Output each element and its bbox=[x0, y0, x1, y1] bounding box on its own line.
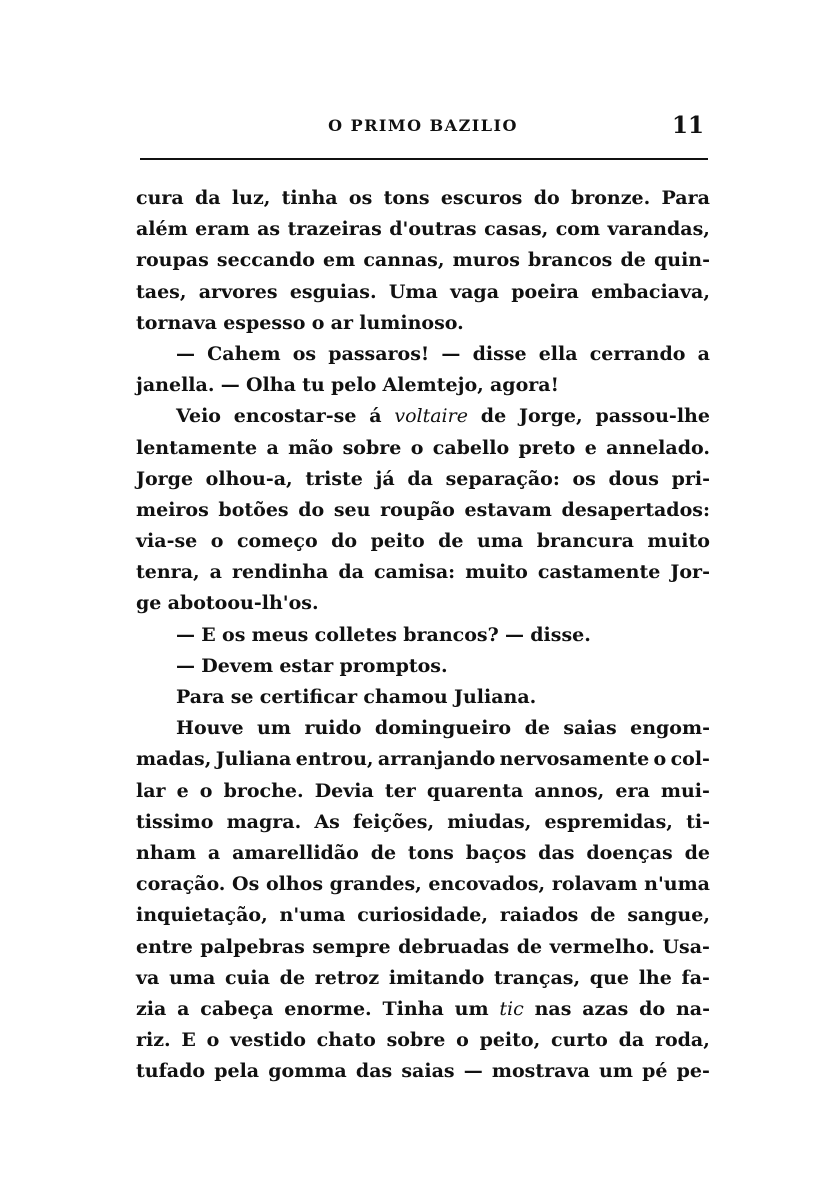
word: mostrava bbox=[491, 1060, 590, 1083]
word: ge bbox=[136, 592, 162, 615]
word: engom- bbox=[630, 717, 710, 740]
word: zia bbox=[136, 997, 167, 1020]
word: estavam bbox=[464, 498, 552, 521]
word: luz, bbox=[231, 187, 271, 209]
word: enorme. bbox=[284, 997, 372, 1020]
word: rolavam bbox=[551, 873, 638, 896]
text-line bbox=[136, 963, 710, 994]
word: separação: bbox=[445, 467, 560, 490]
word: se bbox=[230, 686, 254, 708]
word: sobre bbox=[342, 436, 402, 459]
text-line bbox=[136, 277, 710, 308]
word: tranças, bbox=[493, 966, 581, 989]
word: e bbox=[176, 779, 189, 802]
word: cannas, bbox=[363, 249, 445, 272]
word: Os bbox=[232, 873, 260, 896]
word: um bbox=[599, 1060, 633, 1083]
word: Alemtejo, bbox=[382, 374, 484, 397]
word: tornava bbox=[136, 311, 217, 334]
page-number: 11 bbox=[671, 112, 704, 139]
word: lar bbox=[136, 779, 166, 802]
word: lhe bbox=[638, 966, 672, 989]
word: de bbox=[524, 717, 550, 740]
word: curiosidade, bbox=[357, 904, 488, 927]
text-line bbox=[136, 1056, 710, 1087]
text-line bbox=[136, 557, 710, 588]
word: As bbox=[314, 810, 340, 833]
word: nervosamente bbox=[499, 748, 650, 771]
word: trazeiras bbox=[287, 218, 382, 241]
body-text bbox=[136, 183, 710, 1087]
word: saias bbox=[563, 717, 617, 740]
word: — bbox=[463, 1060, 483, 1083]
word: amarellidão bbox=[232, 841, 359, 864]
word: Tinha bbox=[382, 997, 444, 1020]
word: domingueiro bbox=[374, 717, 512, 740]
word: de bbox=[590, 904, 616, 927]
word: brancos? bbox=[403, 623, 499, 646]
text-line bbox=[136, 401, 710, 432]
word: a bbox=[177, 997, 190, 1020]
word: com bbox=[555, 218, 601, 241]
word: — bbox=[441, 342, 461, 365]
word: — bbox=[176, 623, 195, 646]
word: palpebras bbox=[200, 935, 305, 958]
word: saias bbox=[401, 1060, 455, 1083]
word: varandas, bbox=[607, 218, 710, 241]
word: janella. bbox=[136, 374, 215, 397]
word: olhos bbox=[265, 873, 324, 896]
word: esguias. bbox=[289, 280, 377, 303]
word: curto bbox=[550, 1029, 608, 1052]
word: disse. bbox=[530, 623, 591, 646]
word: das bbox=[538, 841, 575, 864]
word: peito bbox=[370, 530, 425, 553]
word: da bbox=[195, 187, 221, 209]
word: o bbox=[653, 748, 667, 771]
word: casas, bbox=[484, 218, 549, 241]
word: rendinha bbox=[231, 561, 329, 584]
word: ruido bbox=[304, 717, 362, 740]
word: nham bbox=[136, 841, 197, 864]
text-line bbox=[136, 838, 710, 869]
word: começo bbox=[236, 530, 318, 553]
text-line bbox=[136, 776, 710, 807]
word: pé bbox=[642, 1060, 668, 1083]
word: gomma bbox=[268, 1060, 347, 1083]
word: arranjando bbox=[377, 748, 496, 771]
word: disse bbox=[472, 342, 527, 365]
word: taes, bbox=[136, 280, 187, 303]
word: brancos bbox=[528, 249, 613, 272]
text-line bbox=[136, 526, 710, 557]
word: seu bbox=[333, 498, 371, 521]
word: o bbox=[410, 436, 424, 459]
word: muros bbox=[452, 249, 520, 272]
word: — bbox=[220, 374, 240, 397]
word: roda, bbox=[654, 1029, 710, 1052]
word: Jorge, bbox=[518, 405, 583, 428]
word: via-se bbox=[136, 530, 198, 553]
word: Para bbox=[176, 686, 225, 708]
word: sempre bbox=[312, 935, 391, 958]
word: pelo bbox=[331, 374, 377, 397]
word: seccando bbox=[216, 249, 315, 272]
word: quarenta bbox=[426, 779, 524, 802]
word: va bbox=[136, 966, 160, 989]
text-line bbox=[136, 1025, 710, 1056]
text-line bbox=[136, 214, 710, 245]
word: da bbox=[407, 467, 433, 490]
word: Houve bbox=[176, 717, 244, 740]
word: que bbox=[589, 966, 629, 989]
text-line bbox=[136, 682, 710, 713]
word: tenra, bbox=[136, 561, 200, 584]
word: os bbox=[292, 342, 317, 365]
word: cura bbox=[136, 187, 184, 209]
word: n'uma bbox=[644, 873, 710, 896]
word: da bbox=[338, 561, 364, 584]
word: á bbox=[369, 405, 382, 428]
word: espremidas, bbox=[544, 810, 673, 833]
word: e bbox=[584, 436, 597, 459]
word: azas bbox=[582, 997, 629, 1020]
word: imitando bbox=[388, 966, 485, 989]
word: Jorge bbox=[136, 467, 194, 490]
word: riz. bbox=[136, 1029, 171, 1052]
word: luminoso. bbox=[359, 311, 464, 334]
word: em bbox=[323, 249, 356, 272]
word: Devia bbox=[314, 779, 374, 802]
word: sangue, bbox=[627, 904, 710, 927]
word: grandes, bbox=[329, 873, 422, 896]
word: voltaire bbox=[394, 405, 468, 428]
word: meiros bbox=[136, 498, 209, 521]
word: do bbox=[533, 187, 560, 209]
word: da bbox=[618, 1029, 645, 1052]
word: arvores bbox=[198, 280, 278, 303]
running-header bbox=[136, 112, 710, 146]
word: dous bbox=[608, 467, 659, 490]
word: eram bbox=[195, 218, 250, 241]
word: de bbox=[370, 841, 397, 864]
word: embaciava, bbox=[591, 280, 710, 303]
word: das bbox=[355, 1060, 393, 1083]
word: de bbox=[516, 935, 543, 958]
word: col- bbox=[670, 748, 710, 771]
word: vaga bbox=[450, 280, 500, 303]
word: lentamente bbox=[136, 436, 258, 459]
word: a bbox=[266, 436, 279, 459]
word: retroz bbox=[314, 966, 380, 989]
word: peito, bbox=[479, 1029, 541, 1052]
word: do bbox=[639, 997, 666, 1020]
word: E bbox=[201, 623, 216, 646]
word: madas, bbox=[136, 748, 212, 771]
word: ella bbox=[538, 342, 578, 365]
word: pri- bbox=[671, 467, 710, 490]
word: castamente bbox=[537, 561, 661, 584]
word: ter bbox=[384, 779, 416, 802]
word: a bbox=[207, 841, 221, 864]
word: vestido bbox=[230, 1029, 306, 1052]
header-rule bbox=[140, 158, 708, 160]
text-line bbox=[136, 869, 710, 900]
running-title: O PRIMO BAZILIO bbox=[328, 116, 518, 135]
word: magra. bbox=[226, 810, 302, 833]
word: doenças bbox=[586, 841, 673, 864]
word: — bbox=[504, 623, 524, 646]
word: o bbox=[210, 530, 224, 553]
word: tons bbox=[407, 841, 454, 864]
word: tons bbox=[383, 187, 430, 209]
word: já bbox=[375, 467, 395, 490]
word: na- bbox=[675, 997, 710, 1020]
word: o bbox=[311, 311, 325, 334]
word: tufado bbox=[136, 1060, 206, 1083]
text-line bbox=[136, 495, 710, 526]
word: broche. bbox=[223, 779, 304, 802]
word: miudas, bbox=[447, 810, 532, 833]
text-line bbox=[136, 651, 710, 682]
text-line bbox=[136, 339, 710, 370]
word: do bbox=[331, 530, 358, 553]
word: mui- bbox=[660, 779, 710, 802]
word: sobre bbox=[386, 1029, 446, 1052]
word: E bbox=[181, 1029, 196, 1052]
word: preto bbox=[518, 436, 576, 459]
word: era bbox=[615, 779, 650, 802]
word: os bbox=[222, 623, 246, 646]
word: de bbox=[438, 530, 464, 553]
text-line bbox=[136, 588, 710, 619]
word: brancura bbox=[536, 530, 634, 553]
word: tic bbox=[499, 997, 524, 1020]
word: annelado. bbox=[606, 436, 710, 459]
text-line bbox=[136, 807, 710, 838]
word: nas bbox=[534, 997, 572, 1020]
text-line bbox=[136, 744, 710, 775]
word: pela bbox=[214, 1060, 260, 1083]
word: n'uma bbox=[279, 904, 346, 927]
word: do bbox=[298, 498, 325, 521]
word: cabello bbox=[432, 436, 510, 459]
word: vermelho. bbox=[549, 935, 655, 958]
word: Uma bbox=[388, 280, 438, 303]
word: olhou-a, bbox=[205, 467, 293, 490]
word: cerrando bbox=[589, 342, 686, 365]
text-line bbox=[136, 433, 710, 464]
word: certificar bbox=[259, 686, 358, 708]
word: o bbox=[199, 779, 213, 802]
word: Jor- bbox=[670, 561, 710, 584]
word: entre bbox=[136, 935, 193, 958]
word: as bbox=[257, 218, 281, 241]
word: desapertados: bbox=[561, 498, 710, 521]
word: encostar-se bbox=[233, 405, 357, 428]
word: um bbox=[257, 717, 291, 740]
word: além bbox=[136, 218, 188, 241]
word: coração. bbox=[136, 873, 226, 896]
word: um bbox=[454, 997, 489, 1020]
word: tu bbox=[302, 374, 325, 397]
word: passou-lhe bbox=[595, 405, 710, 428]
word: ar bbox=[330, 311, 353, 334]
word: pe- bbox=[676, 1060, 710, 1083]
word: Juliana. bbox=[453, 686, 537, 708]
word: Cahem bbox=[207, 342, 281, 365]
word: triste bbox=[305, 467, 363, 490]
text-line bbox=[136, 370, 710, 401]
text-line bbox=[136, 464, 710, 495]
text-line bbox=[136, 900, 710, 931]
word: d'outras bbox=[389, 218, 477, 241]
word: passaros! bbox=[328, 342, 430, 365]
word: cuia bbox=[225, 966, 270, 989]
word: abotoou-lh'os. bbox=[167, 592, 319, 615]
text-line bbox=[136, 245, 710, 276]
word: encovados, bbox=[428, 873, 546, 896]
word: baços bbox=[465, 841, 527, 864]
word: colletes bbox=[314, 623, 397, 646]
word: quin- bbox=[653, 249, 710, 272]
word: chato bbox=[316, 1029, 376, 1052]
word: camisa: bbox=[373, 561, 456, 584]
word: Para bbox=[661, 187, 710, 209]
word: a bbox=[209, 561, 222, 584]
word: os bbox=[348, 187, 373, 209]
word: muito bbox=[465, 561, 528, 584]
word: — bbox=[176, 342, 195, 365]
word: o bbox=[456, 1029, 469, 1052]
word: botões bbox=[218, 498, 289, 521]
word: mão bbox=[288, 436, 334, 459]
word: espesso bbox=[223, 311, 306, 334]
text-line bbox=[136, 932, 710, 963]
word: chamou bbox=[363, 686, 448, 708]
word: fa- bbox=[681, 966, 710, 989]
word: raiados bbox=[499, 904, 579, 927]
word: Usa- bbox=[662, 935, 710, 958]
word: ti- bbox=[686, 810, 710, 833]
word: o bbox=[206, 1029, 220, 1052]
word: de bbox=[620, 249, 646, 272]
word: escuros bbox=[440, 187, 523, 209]
word: inquietação, bbox=[136, 904, 268, 927]
word: tinha bbox=[281, 187, 338, 209]
word: Olha bbox=[245, 374, 296, 397]
word: muito bbox=[647, 530, 710, 553]
text-line bbox=[136, 308, 710, 339]
word: annos, bbox=[534, 779, 605, 802]
word: Juliana bbox=[215, 748, 292, 771]
word: Devem bbox=[201, 654, 274, 677]
word: debruadas bbox=[398, 935, 510, 958]
text-line bbox=[136, 183, 710, 214]
word: roupas bbox=[136, 249, 209, 272]
word: bronze. bbox=[570, 187, 651, 209]
word: entrou, bbox=[295, 748, 374, 771]
word: cabeça bbox=[200, 997, 274, 1020]
word: os bbox=[572, 467, 596, 490]
word: tissimo bbox=[136, 810, 214, 833]
word: feições, bbox=[353, 810, 435, 833]
word: Veio bbox=[176, 405, 221, 428]
word: a bbox=[697, 342, 710, 365]
word: de bbox=[279, 966, 306, 989]
text-line bbox=[136, 713, 710, 744]
word: — bbox=[176, 654, 195, 677]
word: estar bbox=[279, 654, 334, 677]
word: meus bbox=[251, 623, 309, 646]
word: uma bbox=[477, 530, 524, 553]
word: promptos. bbox=[339, 654, 448, 677]
word: uma bbox=[169, 966, 216, 989]
word: de bbox=[480, 405, 507, 428]
word: agora! bbox=[490, 374, 559, 397]
word: poeira bbox=[511, 280, 579, 303]
text-line bbox=[136, 620, 710, 651]
word: roupão bbox=[380, 498, 455, 521]
text-line bbox=[136, 994, 710, 1025]
word: de bbox=[684, 841, 710, 864]
